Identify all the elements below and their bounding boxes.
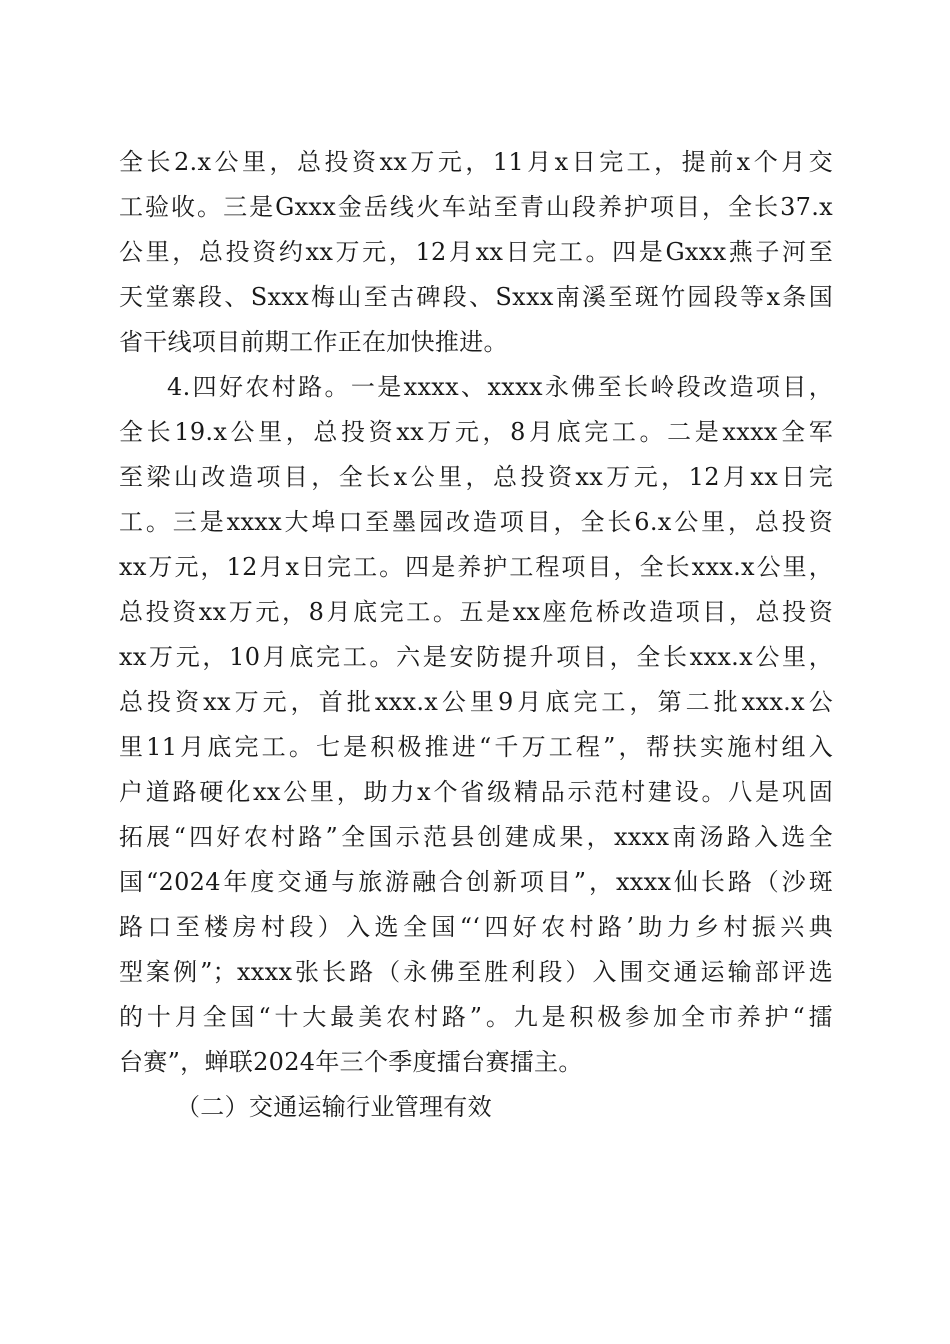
text-line: 型案例”；xxxx张长路（永佛至胜利段）入围交通运输部评选 [119,958,833,986]
paragraph-first-line: 4.四好农村路。一是xxxx、xxxx永佛至长岭段改造项目， [167,373,833,401]
text-line: 公里，总投资约xx万元，12月xx日完工。四是Gxxx燕子河至 [119,238,833,266]
text-line: 工。三是xxxx大埠口至墨园改造项目，全长6.x公里，总投资 [119,508,833,536]
text-line: 全长2.x公里，总投资xx万元，11月x日完工，提前x个月交 [119,148,833,176]
text-line: 里11月底完工。七是积极推进“千万工程”，帮扶实施村组入 [119,733,833,761]
text-line: 总投资xx万元，8月底完工。五是xx座危桥改造项目，总投资 [119,598,833,626]
text-line: 省干线项目前期工作正在加快推进。 [119,328,508,356]
text-line: 拓展“四好农村路”全国示范县创建成果，xxxx南汤路入选全 [119,823,833,851]
text-line: 国“2024年度交通与旅游融合创新项目”，xxxx仙长路（沙斑 [119,868,833,896]
text-line: 路口至楼房村段）入选全国“‘四好农村路’助力乡村振兴典 [119,913,833,941]
text-line: 工验收。三是Gxxx金岳线火车站至青山段养护项目，全长37.x [119,193,833,221]
text-line: 总投资xx万元，首批xxx.x公里9月底完工，第二批xxx.x公 [119,688,833,716]
text-line: 台赛”，蝉联2024年三个季度擂台赛擂主。 [119,1048,583,1076]
text-line: xx万元，12月x日完工。四是养护工程项目，全长xxx.x公里， [119,553,833,581]
text-line: 全长19.x公里，总投资xx万元，8月底完工。二是xxxx全军 [119,418,833,446]
section-heading: （二）交通运输行业管理有效 [176,1093,492,1121]
text-line: 至梁山改造项目，全长x公里，总投资xx万元，12月xx日完 [119,463,833,491]
text-line: xx万元，10月底完工。六是安防提升项目，全长xxx.x公里， [119,643,833,671]
text-line: 户道路硬化xx公里，助力x个省级精品示范村建设。八是巩固 [119,778,833,806]
text-line: 的十月全国“十大最美农村路”。九是积极参加全市养护“擂 [119,1003,833,1031]
text-line: 天堂寨段、Sxxx梅山至古碑段、Sxxx南溪至斑竹园段等x条国 [119,283,833,311]
